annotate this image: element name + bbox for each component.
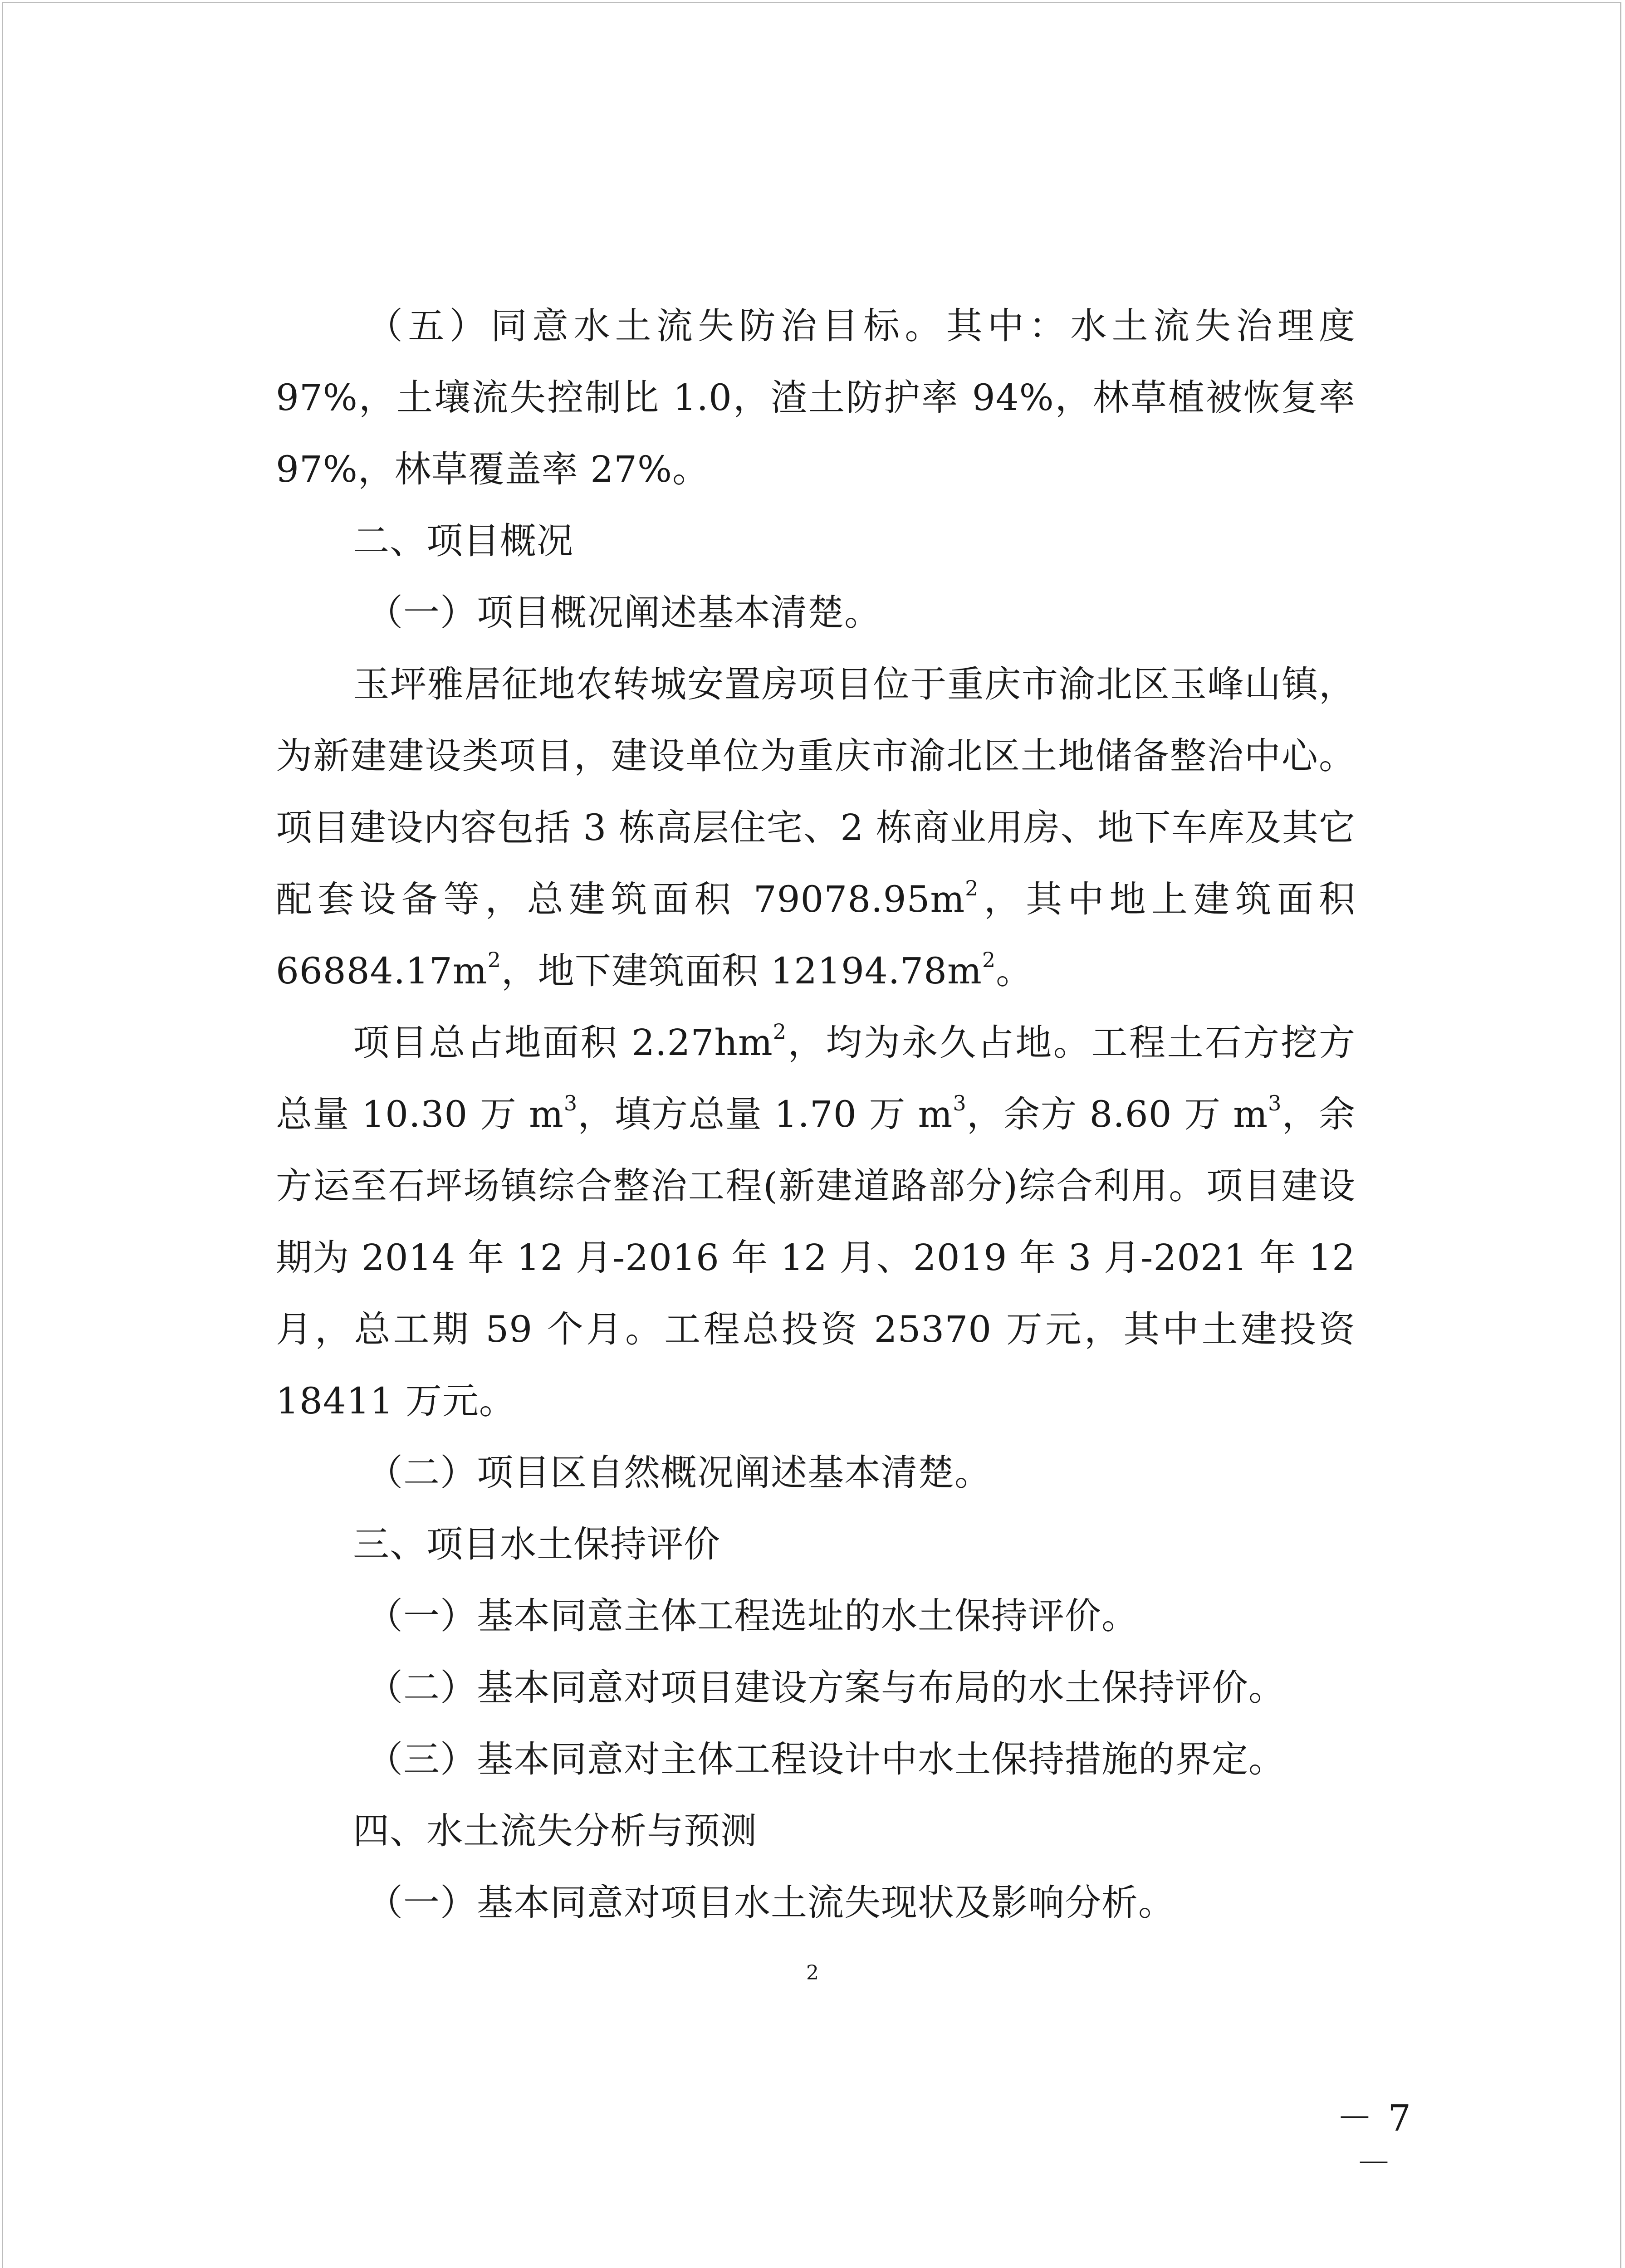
subsection-measures-definition: （三）基本同意对主体工程设计中水土保持措施的界定。 [367,1738,1285,1780]
subsection-natural-conditions: （二）项目区自然概况阐述基本清楚。 [367,1452,991,1494]
subsection-overview-clear: （一）项目概况阐述基本清楚。 [367,591,881,634]
document-body [276,290,1356,1939]
footer-page-number: － 7 － [1336,2097,1413,2185]
section-heading-erosion-analysis: 四、水土流失分析与预测 [353,1810,757,1852]
section-heading-soil-conservation-evaluation: 三、项目水土保持评价 [353,1523,720,1565]
paragraph-prevention-targets: （五）同意水土流失防治目标。其中：水土流失治理度 97%，土壤流失控制比 1.0，渣土防护率 94%，林草植被恢复率 97%，林草覆盖率 27%。 [276,305,1356,490]
subsection-site-selection: （一）基本同意主体工程选址的水土保持评价。 [367,1595,1138,1637]
subsection-erosion-status: （一）基本同意对项目水土流失现状及影响分析。 [367,1882,1175,1924]
inner-page-number: 2 [806,1961,819,1984]
section-heading-project-overview: 二、项目概况 [353,520,573,562]
subsection-construction-plan: （二）基本同意对项目建设方案与布局的水土保持评价。 [367,1667,1285,1709]
paragraph-project-description: 玉坪雅居征地农转城安置房项目位于重庆市渝北区玉峰山镇，为新建建设类项目，建设单位为重庆市渝北区土地储备整治中心。项目建设内容包括 3 栋高层住宅、2 栋商业用房、地下车库及其它配套设备等，总建筑面积 $79078.95m^2$，其中地上建筑面积 $66884.17m^2$，地下建筑面积 $12194.78m^2$。 [276,663,1356,992]
paragraph-land-and-earthwork: 项目总占地面积 $2.27hm^2$，均为永久占地。工程土石方挖方总量 10.30 万 $m^3$，填方总量 1.70 万 $m^3$，余方 8.60 万 $m^3$，余方运至石坪场镇综合整治工程(新建道路部分)综合利用。项目建设期为 2014 年 12 月-2016 年 12 月、2019 年 3 月-2021 年 12 月，总工期 59 个月。工程总投资 25370 万元，其中土建投资 18411 万元。 [276,1019,1356,1422]
